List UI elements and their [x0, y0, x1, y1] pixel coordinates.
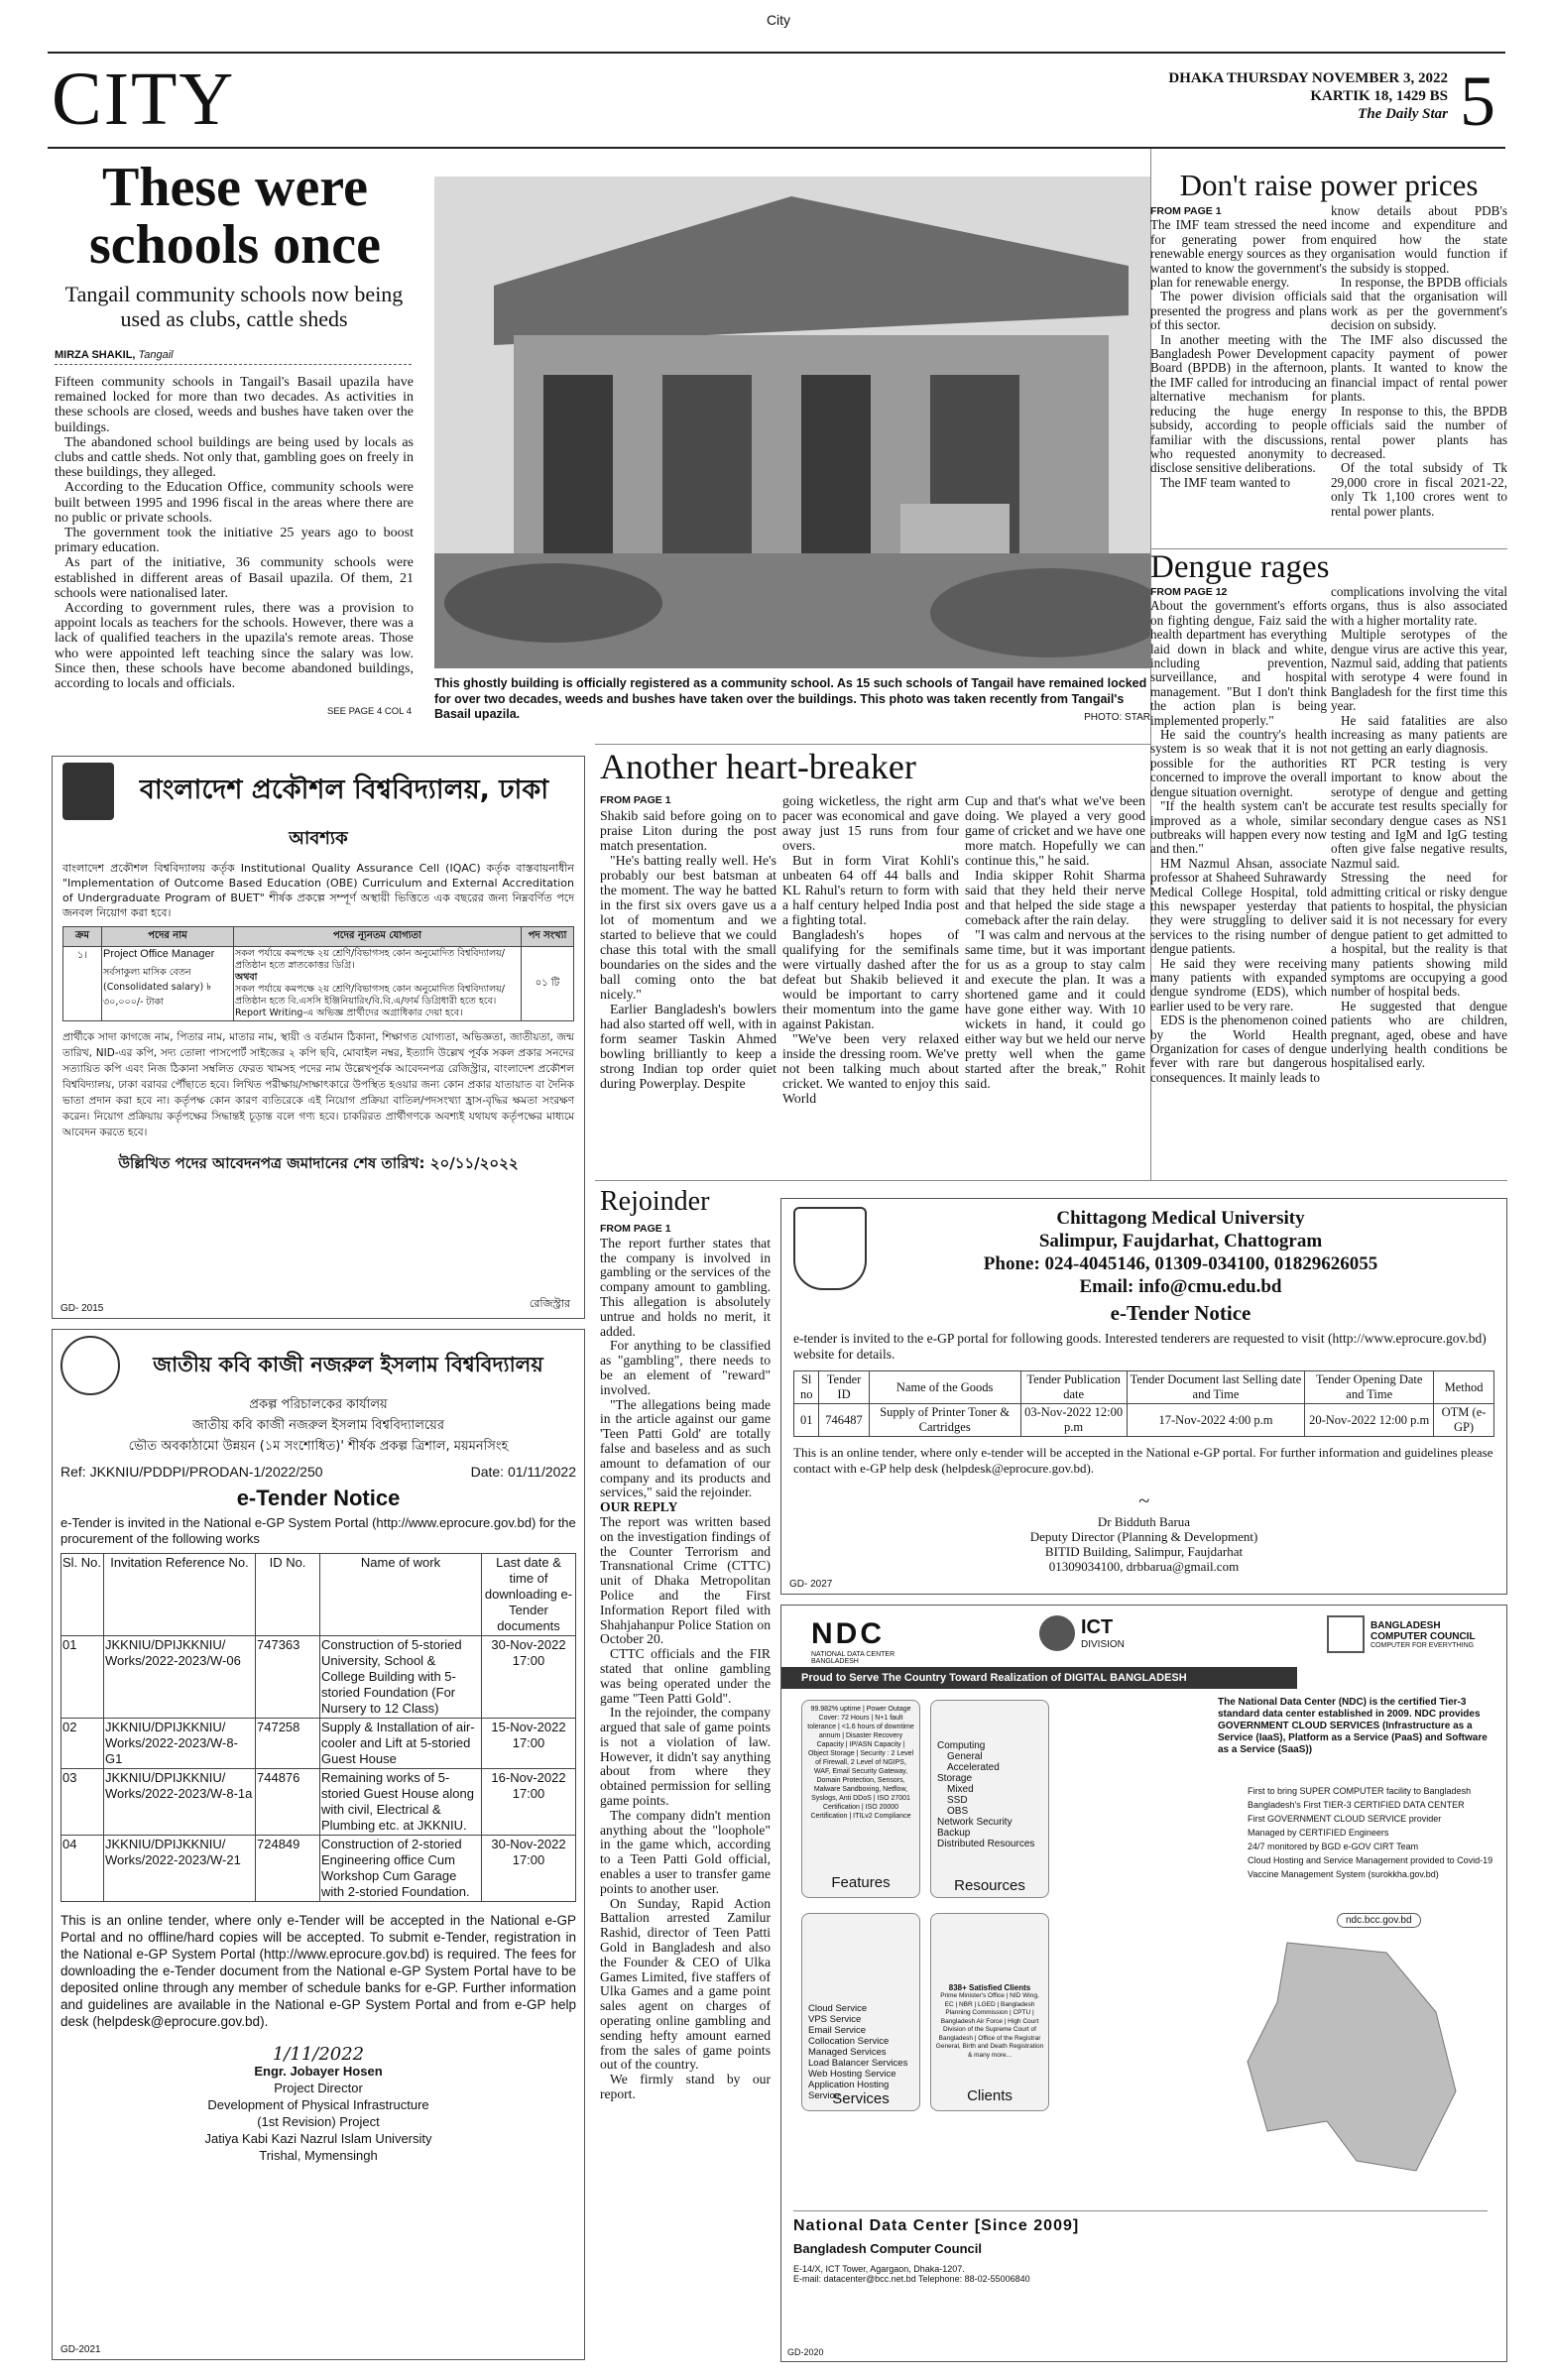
rejoinder-para: The report further states that the company is involved in gambling or the services of the company amount to gambling. This allegation is absolutely untrue and holds no merit, it added. [600, 1235, 771, 1339]
resource-item: Distributed Resources [937, 1839, 1035, 1849]
rejoinder-headline: Rejoinder [600, 1186, 710, 1217]
cell: Supply & Installation of air-cooler and Lift at 5-storied Guest House [320, 1719, 482, 1769]
cmu-sign-contact: 01309034100, drbbarua@gmail.com [1048, 1559, 1240, 1574]
cmu-logo-icon [793, 1207, 867, 1290]
cell: 746487 [819, 1404, 869, 1437]
resource-item: Mixed [947, 1784, 974, 1795]
lead-para: According to the Education Office, community schools were built between 1995 and 1996 fiscal in the areas where there are no public or private schools. [55, 480, 414, 526]
rejoinder-body [600, 1222, 771, 2362]
rejoinder-para: "The allegations being made in the article against our game 'Teen Patti Gold' are totally false and baseless and as such amount to defamation of our company and its products and services," said the rejoinder. [600, 1396, 771, 1500]
post-name: Project Office Manager [103, 948, 215, 960]
sig-name: Engr. Jobayer Hosen [254, 2064, 383, 2079]
cmu-intro: e-tender is invited to the e-GP portal for following goods. Interested tenderers are requested to visit (http://www.eprocure.gov.bd) website for details. [793, 1331, 1487, 1362]
cricket-col3 [965, 793, 1145, 1170]
cell: 30-Nov-2022 17:00 [482, 1836, 576, 1902]
jkkniu-gd: GD-2021 [60, 2344, 101, 2355]
ndc-ad [780, 1605, 1507, 2362]
col-count: পদ সংখ্যা [522, 927, 574, 947]
service-item: Application Hosting Service [808, 2080, 890, 2101]
cricket-col2 [782, 793, 959, 1170]
jkkniu-intro: e-Tender is invited in the National e-GP System Portal (http://www.eprocure.gov.bd) for the procurement of the following works [60, 1515, 576, 1546]
col-header: Tender Publication date [1020, 1371, 1127, 1404]
lead-para: As part of the initiative, 36 community schools were established in different areas of Basail upazila. Of them, 21 schools were nationalised later. [55, 555, 414, 601]
power-para: In response to this, the BPDB officials said the number of rental power plants has decreased. [1331, 403, 1507, 461]
cell: 01 [61, 1636, 104, 1719]
cell: 15-Nov-2022 17:00 [482, 1719, 576, 1769]
dengue-col1 [1150, 585, 1327, 1175]
cricket-para: Shakib said before going on to praise Liton during the post match presentation. [600, 808, 776, 853]
lead-para: Fifteen community schools in Tangail's Basail upazila have remained locked for more than two decades. As activities in these schools are closed, weeds and bushes have taken over the buildings. [55, 375, 414, 435]
kartik-date: KARTIK 18, 1429 BS [1310, 88, 1448, 104]
cell: JKKNIU/DPIJKKNIU/ Works/2022-2023/W-8-G1 [104, 1719, 256, 1769]
row-serial: ১। [63, 947, 102, 1021]
ndc-logo-sub: NATIONAL DATA CENTER BANGLADESH [811, 1651, 895, 1665]
service-item: Managed Services [808, 2047, 887, 2058]
cell: 30-Nov-2022 17:00 [482, 1636, 576, 1719]
resource-item: Storage [937, 1773, 973, 1784]
cricket-para: Cup and that's what we've been doing. We played a very good game of cricket and we have one more match. Hopefully we can continue this," he said. [965, 793, 1145, 868]
bcc-logo: BANGLADESH COMPUTER COUNCIL [1371, 1619, 1476, 1642]
buet-signatory: রেজিস্ট্রার [529, 1297, 570, 1310]
cmu-gd: GD- 2027 [789, 1579, 833, 1590]
ndc-url[interactable]: ndc.bcc.gov.bd [1337, 1913, 1421, 1928]
section-top-label: City [766, 12, 791, 28]
jkkniu-title: জাতীয় কবি কাজী নজরুল ইসলাম বিশ্ববিদ্যালয় [153, 1352, 543, 1376]
cell: 04 [61, 1836, 104, 1902]
dengue-para: RT PCR testing is very important to know about the serotype of dengue and getting accurate test results specially for secondary dengue cases as NS1 testing and IgM and IgG testing often give false negative results, Nazmul said. [1331, 755, 1507, 871]
qual-1: সকল পর্যায়ে কমপক্ষে ২য় শ্রেণি/বিভাগসহ কোন অনুমোদিত বিশ্ববিদ্যালয়/প্রতিষ্ঠান হতে স্নাতকোত্তর ডিগ্রি। [235, 948, 505, 971]
jkkniu-footer: This is an online tender, where only e-Tender will be accepted in the National e-GP Portal and no offline/hard copies will be accepted. To submit e-Tender, registration in the National e-GP System Portal (http://www.eprocure.gov.bd) is required. The fees for downloading the e-Tender document from the National e-GP System Portal have to be deposited online through any member of schedule banks for e-GP. Further information and guidelines are available in the National e-GP System Portal and from e-GP help desk (helpdesk@eprocure.gov.bd). [60, 1913, 576, 2029]
power-para: The IMF also discussed the capacity payment of power plants. It wanted to know the financial impact of rental power plants. [1331, 331, 1507, 405]
post-count: ০১ টি [522, 947, 574, 1021]
resource-item: Computing [937, 1740, 986, 1751]
clients-text: Prime Minister's Office | NID Wing, EC | NBR | LGED | Bangladesh Planning Commission | CPTU | Bangladesh Air Force | High Court Division of the Supreme Court of Bangladesh | Office of the Registrar General, Birth and Death Registration & many more... [935, 1992, 1044, 2059]
reply-para: In the rejoinder, the company argued that sale of game points is not a violation of law. However, it didn't say anything about from where they obtained permission for selling game points. [600, 1705, 771, 1809]
cell: 17-Nov-2022 4:00 p.m [1127, 1404, 1305, 1437]
dengue-para: Multiple serotypes of the dengue virus are active this year, Nazmul said, adding that patients with serotype 4 were found in Bangladesh for the first time this year. [1331, 627, 1507, 714]
cmu-sign-address: BITID Building, Salimpur, Faujdarhat [1044, 1544, 1244, 1559]
col-work: Name of work [320, 1554, 482, 1636]
lead-para: According to government rules, there was a provision to appoint locals as teachers for the schools. However, there was a lack of qualified teachers in the upazila's remote areas. Those who were appointed left teaching since the salary was low. Since then, these schools have become abandoned buildings, according to locals and officials. [55, 601, 414, 692]
resource-item: General [947, 1751, 983, 1762]
resource-item: OBS [947, 1806, 969, 1817]
cmu-email: Email: info@cmu.edu.bd [1079, 1276, 1282, 1297]
col-serial: ক্রম [63, 927, 102, 947]
clients-label: Clients [967, 2087, 1013, 2104]
cricket-para: "He's batting really well. He's probably our best batsman at the moment. The way he batted in the first six overs gave us a lot of momentum and we started to believe that we could chase this total with the small boundaries on the sides and the ball coming onto the bat nicely." [600, 853, 776, 1002]
dateline [1091, 69, 1448, 123]
lead-headline: These were schools once [89, 159, 381, 274]
resource-item: Network Security [937, 1817, 1013, 1828]
bangladesh-map [1208, 1933, 1495, 2191]
cell: OTM (e-GP) [1434, 1404, 1494, 1437]
power-para: The IMF team wanted to [1160, 474, 1291, 490]
sig-line: Project Director [274, 2081, 363, 2095]
resource-item: SSD [947, 1795, 968, 1806]
dengue-para: He said fatalities are also increasing as many patients are not getting an early diagnosis. [1331, 712, 1507, 757]
bullet-item: Cloud Hosting and Service Management provided to Covid-19 Vaccine Management System (surokkha.gov.bd) [1248, 1855, 1493, 1879]
col-header: Sl no [794, 1371, 819, 1404]
page-number: 5 [1460, 61, 1495, 141]
resources-card [930, 1700, 1049, 1898]
photo-credit: PHOTO: STAR [1084, 712, 1150, 723]
lead-photo [434, 177, 1150, 668]
jkkniu-notice: e-Tender Notice [236, 1486, 401, 1510]
section-title: CITY [52, 60, 236, 139]
features-card [801, 1700, 920, 1898]
service-item: Cloud Service [808, 2003, 868, 2014]
jkkniu-table [60, 1553, 576, 1902]
cmu-phone: Phone: 024-4045146, 01309-034100, 01829626055 [983, 1253, 1378, 1274]
cricket-para: Bangladesh's hopes of qualifying for the semifinals were virtually dashed after the defeat but Shakib believed it would be important to carry their momentum into the game against Pakistan. [782, 927, 959, 1031]
ict-logo: ICT [1081, 1616, 1114, 1638]
cricket-para: going wicketless, the right arm pacer was economical and gave away just 15 runs from four overs. [782, 793, 959, 853]
cricket-col1 [600, 793, 776, 1170]
jkkniu-logo-icon [60, 1336, 120, 1395]
service-item: Web Hosting Service [808, 2069, 896, 2080]
col-qualification: পদের ন্যূনতম যোগ্যতা [234, 927, 522, 947]
reply-para: On Sunday, Rapid Action Battalion arrested Zamilur Rashid, director of Teen Patti Gold in Bangladesh and also the Founder & CEO of Ulka Games Limited, five staffers of Ulka Games and a game point sales agent on charges of operating online gambling and sending hefty amount earned from the sales of game points out of the country. [600, 1895, 771, 2073]
features-text: 99.982% uptime | Power Outage Cover: 72 Hours | N+1 fault tolerance | <1.6 hours of downtime annum | Disaster Recovery Capacity | IP/ASN Capacity | Object Storage | Security : 2 Level of Firewall, 2 Level of NGIPS, WAF, Email Security Gateway, Domain Protection, Sensors, Malware Sandboxing, Netflow, Syslogs, Anti DDoS | ISO 27001 Certification | ISO 20000 Certification | ITILv2 Compliance [807, 1706, 914, 1820]
cricket-para: Earlier Bangladesh's bowlers had also started off well, with in form seamer Taskin Ahmed bowling brilliantly to keep a strong Indian top order quiet during Powerplay. Despite [600, 1002, 776, 1091]
cell: 20-Nov-2022 12:00 p.m [1305, 1404, 1434, 1437]
reply-para: CTTC officials and the FIR stated that online gambling was being operated under the game "Teen Patti Gold". [600, 1646, 771, 1706]
power-para: In response, the BPDB officials said that the organisation will work as per the government's decision on subsidy. [1331, 275, 1507, 333]
masthead-small: The Daily Star [1358, 106, 1448, 122]
buet-body: প্রার্থীকে সাদা কাগজে নাম, পিতার নাম, মাতার নাম, স্থায়ী ও বর্তমান ঠিকানা, শিক্ষাগত যোগ্যতা, অভিজ্ঞতা, জাতীয়তা, জন্ম তারিখ, NID-এর কপি, সদ্য তোলা পাসপোর্ট সাইজের ২ কপি ছবি, মোবাইল নম্বর, ইত্যাদি উল্লেখ পূর্বক সকল প্রকার সনদের সত্যায়িত কপি এবং নিজ ঠিকানা সম্বলিত ফেরত খামসহ পদের নাম উল্লেখপূর্বক আবেদনপত্র রেজিস্ট্রার, বাংলাদেশ প্রকৌশল বিশ্ববিদ্যালয়, ঢাকা বরাবর পৌঁছাতে হবে। লিখিত পরীক্ষায়/সাক্ষাৎকারে উপস্থিত হওয়ার জন্য কোন প্রকার যাতায়াত বা দৈনিক ভাতা প্রদান করা হবে না। কর্তৃপক্ষ কোন কারণ ব্যতিরেকে এই নিয়োগ প্রক্রিয়া বাতিল/পদসংখ্যা হ্রাস-বৃদ্ধির ক্ষমতা সংরক্ষণ করেন। নিয়োগ প্রক্রিয়ায় কর্তৃপক্ষের সিদ্ধান্তই চূড়ান্ত বলে গণ্য হবে। চাকরিরত প্রার্থীগণকে অবশ্যই যথাযথ কর্তৃপক্ষের মাধ্যমে আবেদন করতে হবে। [62, 1031, 574, 1138]
cell: 744876 [256, 1769, 320, 1836]
dengue-para: complications involving the vital organs, thus is also associated with a higher mortality rate. [1331, 585, 1507, 628]
ndc-about: The National Data Center (NDC) is the certified Tier-3 standard data center established in 2009. NDC provides GOVERNMENT CLOUD SERVICES (Infrastructure as a Service (IaaS), Platform as a Service (PaaS) and Software as a Service (SaaS)) [1218, 1697, 1488, 1755]
col-header: Tender ID [819, 1371, 869, 1404]
our-reply-heading: OUR REPLY [600, 1499, 678, 1515]
services-card [801, 1913, 920, 2111]
post-salary: সর্বসাকুল্য মাসিক বেতন (Consolidated salary) ৳ ৩০,০০০/- টাকা [103, 967, 211, 1008]
clients-heading: 838+ Satisfied Clients [948, 1983, 1031, 1992]
from-page: FROM PAGE 1 [600, 794, 671, 806]
lead-para: The government took the initiative 25 years ago to boost primary education. [55, 526, 414, 556]
buet-gd: GD- 2015 [60, 1303, 104, 1314]
resources-label: Resources [954, 1877, 1025, 1894]
cell: 724849 [256, 1836, 320, 1902]
table-row [61, 1636, 576, 1719]
ndc-gd: GD-2020 [787, 2347, 824, 2357]
sig-line: Trishal, Mymensingh [259, 2148, 378, 2163]
date: DHAKA THURSDAY NOVEMBER 3, 2022 [1168, 70, 1448, 86]
cell: Construction of 2-storied Engineering office Cum Workshop Cum Garage with 2-storied Foundation. [320, 1836, 482, 1902]
power-headline: Don't raise power prices [1179, 169, 1479, 202]
cmu-sign-name: Dr Bidduth Barua [1097, 1514, 1191, 1529]
dengue-para: He suggested that dengue patients who are children, pregnant, aged, obese and have underlying health conditions be hospitalised early. [1331, 998, 1507, 1071]
jkkniu-line2: জাতীয় কবি কাজী নজরুল ইসলাম বিশ্ববিদ্যালয়ের [192, 1418, 444, 1433]
cell: JKKNIU/DPIJKKNIU/ Works/2022-2023/W-06 [104, 1636, 256, 1719]
features-label: Features [831, 1874, 891, 1891]
cell: JKKNIU/DPIJKKNIU/ Works/2022-2023/W-8-1a [104, 1769, 256, 1836]
buet-table [62, 926, 574, 1021]
cricket-para: "We've been very relaxed inside the dressing room. We've not been talking much about cricket. We wanted to enjoy this World [782, 1031, 959, 1106]
col-deadline: Last date & time of downloading e-Tender documents [482, 1554, 576, 1636]
byline-location: Tangail [138, 349, 174, 361]
cell: 03-Nov-2022 12:00 p.m [1020, 1404, 1127, 1437]
bullet-item: 24/7 monitored by BGD e-GOV CIRT Team [1248, 1842, 1419, 1851]
byline [55, 349, 412, 365]
col-header: Method [1434, 1371, 1494, 1404]
cmu-signature-icon: ~ [1138, 1490, 1149, 1512]
cell: 16-Nov-2022 17:00 [482, 1769, 576, 1836]
service-item: Load Balancer Services [808, 2058, 908, 2069]
lead-para: The abandoned school buildings are being used by locals as clubs and cattle sheds. Not only that, gambling goes on freely in these buildings, they alleged. [55, 434, 414, 481]
resource-item: Backup [937, 1828, 971, 1839]
cricket-headline: Another heart-breaker [600, 747, 916, 786]
service-item: VPS Service [808, 2014, 862, 2025]
cmu-footer: This is an online tender, where only e-tender will be accepted in the National e-GP portal. For further information and guidelines please contact with e-GP help desk (helpdesk@eprocure.gov.bd). [793, 1445, 1493, 1476]
dengue-para: "If the health system can't be improved as a whole, similar outbreaks will happen every now and then." [1150, 798, 1327, 857]
cell: Construction of 5-storied University, School & College Building with 5-storied Foundation (For Nursery to 12 Class) [320, 1636, 482, 1719]
col-header: Name of the Goods [869, 1371, 1020, 1404]
cell: 747363 [256, 1636, 320, 1719]
ndc-footer-title: National Data Center [Since 2009] [793, 2217, 1080, 2234]
see-page-link[interactable]: SEE PAGE 4 COL 4 [326, 706, 412, 717]
cmu-address: Salimpur, Faujdarhat, Chattogram [1038, 1231, 1323, 1251]
byline-name: MIRZA SHAKIL, [55, 349, 136, 361]
caption-text: This ghostly building is officially registered as a community school. As 15 such schools of Tangail have remained locked for over two decades, weeds and bushes have taken over the buildings. This photo was taken recently from Tangail's Basail upazila. [434, 676, 1147, 721]
sig-line: Development of Physical Infrastructure [207, 2097, 429, 2112]
photo-caption [434, 676, 1150, 726]
dengue-headline: Dengue rages [1150, 549, 1330, 585]
ict-emblem-icon [1039, 1615, 1075, 1651]
ndc-logo: NDC [811, 1617, 885, 1650]
from-page: FROM PAGE 1 [1150, 205, 1222, 217]
clients-card [930, 1913, 1049, 2111]
jkkniu-line1: প্রকল্প পরিচালকের কার্যালয় [249, 1397, 388, 1412]
qual-or: অথবা [235, 972, 258, 983]
ict-logo-sub: DIVISION [1081, 1639, 1125, 1650]
power-para: know details about PDB's income and expenditure and enquired how the state organisation would function if the subsidy is stopped. [1331, 204, 1507, 276]
ndc-footer-contact: E-mail: datacenter@bcc.net.bd Telephone: 88-02-55006840 [793, 2274, 1030, 2284]
jkkniu-date: Date: 01/11/2022 [470, 1464, 576, 1480]
cmu-notice: e-Tender Notice [1110, 1301, 1252, 1325]
jkkniu-line3: ভৌত অবকাঠামো উন্নয়ন (১ম সংশোধিত)' শীর্ষক প্রকল্প ত্রিশাল, ময়মনসিংহ [128, 1439, 509, 1454]
table-row [794, 1404, 1494, 1437]
service-item: Collocation Service [808, 2036, 890, 2047]
col-post: পদের নাম [102, 927, 234, 947]
sig-line: (1st Revision) Project [257, 2114, 380, 2129]
table-row [61, 1769, 576, 1836]
cell: 02 [61, 1719, 104, 1769]
cell: 01 [794, 1404, 819, 1437]
dengue-para: He said the country's health system is so weak that it is not possible for the authorities concerned to improve the overall dengue situation overnight. [1150, 727, 1327, 799]
buet-ad [52, 756, 585, 1319]
cell: 747258 [256, 1719, 320, 1769]
map-icon [1208, 1933, 1495, 2191]
ndc-footer-address: E-14/X, ICT Tower, Agargaon, Dhaka-1207. [793, 2264, 965, 2274]
table-row [61, 1836, 576, 1902]
power-col1 [1150, 204, 1327, 546]
power-col2 [1331, 204, 1507, 546]
bcc-logo-icon [1327, 1615, 1365, 1653]
ndc-footer-org: Bangladesh Computer Council [793, 2241, 982, 2256]
lead-body [55, 375, 414, 706]
cell: Remaining works of 5-storied Guest House along with civil, Electrical & Plumbing etc. at JKKNIU. [320, 1769, 482, 1836]
bullet-item: Managed by CERTIFIED Engineers [1248, 1828, 1389, 1838]
bullet-item: First GOVERNMENT CLOUD SERVICE provider [1248, 1814, 1442, 1824]
dengue-para: HM Nazmul Ahsan, associate professor at Shaheed Suhrawardy Medical College Hospital, told this newspaper yesterday that they were struggling to deliver services to the rising number of dengue patients. [1150, 855, 1327, 957]
cell: JKKNIU/DPIJKKNIU/ Works/2022-2023/W-21 [104, 1836, 256, 1902]
dengue-col2 [1331, 585, 1507, 1175]
buet-deadline: উল্লিখিত পদের আবেদনপত্র জমাদানের শেষ তারিখ: ২০/১১/২০২২ [118, 1154, 519, 1172]
rejoinder-para: For anything to be classified as "gambling", there needs to be an element of "reward" involved. [600, 1338, 771, 1397]
cmu-name: Chittagong Medical University [1056, 1208, 1305, 1229]
school-building-image [434, 177, 1150, 668]
from-page: FROM PAGE 12 [1150, 586, 1228, 598]
cricket-para: "I was calm and nervous at the same time, but it was important for us as a group to stay calm and execute the plan. It was a shortened game and it could have gone either way. With 10 wickets in hand, it could go either way but we held our nerve pretty well when the game started after the break," Rohit said. [965, 927, 1145, 1091]
bullet-item: First to bring SUPER COMPUTER facility to Bangladesh [1248, 1786, 1472, 1796]
buet-intro: বাংলাদেশ প্রকৌশল বিশ্ববিদ্যালয় কর্তৃক Institutional Quality Assurance Cell (IQAC) কর্তৃক বাস্তবায়নাধীন "Implementation of Outcome Based Education (OBE) Curriculum and External Accreditation of Undergraduate Program of BUET" শীর্ষক প্রকল্পে সম্পূর্ণ অস্থায়ী ভিত্তিতে এক বছরের জন্য নিম্নবর্ণিত পদে জনবল নিয়োগ করা হবে। [62, 862, 574, 919]
dengue-para: EDS is the phenomenon coined by the World Health Organization for cases of dengue fever with rare but dangerous consequences. It mainly leads to [1150, 1012, 1327, 1085]
resource-item: Accelerated [947, 1762, 1000, 1773]
dengue-para: He said they were receiving many patients with expanded dengue syndrome (EDS), which earlier used to be very rare. [1150, 955, 1327, 1013]
col-id: ID No. [256, 1554, 320, 1636]
cmu-table [793, 1370, 1494, 1437]
jkkniu-ad [52, 1329, 585, 2360]
col-header: Tender Opening Date and Time [1305, 1371, 1434, 1404]
reply-para: The report was written based on the investigation findings of the Counter Terrorism and Transnational Crime (CTTC) unit of Dhaka Metropolitan Police and the First Information Report filed with Shahjahanpur Police Station on October 20. [600, 1513, 771, 1647]
power-para: Of the total subsidy of Tk 29,000 crore in fiscal 2021-22, only Tk 1,100 crores went to rental power plants. [1331, 460, 1507, 519]
ndc-bullets [1248, 1784, 1495, 1881]
cmu-ad [780, 1198, 1507, 1595]
col-header: Tender Document last Selling date and Time [1127, 1371, 1305, 1404]
table-row [61, 1719, 576, 1769]
reply-para: The company didn't mention anything about the "loophole" in the game which, according to a Teen Patti Gold official, enables a user to transfer game points to another user. [600, 1807, 771, 1896]
reply-para: We firmly stand by our report. [600, 2072, 771, 2102]
dengue-para: About the government's efforts on fighting dengue, Faiz said the health department has everything laid down in black and white, including prevention, surveillance, and hospital management. "But I don't think the action plan is being implemented properly." [1150, 598, 1327, 728]
from-page: FROM PAGE 1 [600, 1223, 671, 1235]
bcc-logo-sub: COMPUTER FOR EVERYTHING [1371, 1641, 1475, 1649]
col-sl: Sl. No. [61, 1554, 104, 1636]
dengue-para: Stressing the need for admitting critical or risky dengue patients to hospital, the physician said it is not necessary for every dengue patient to get admitted to a hospital, but the reality is that many patients showing mild symptoms are occupying a good number of hospital beds. [1331, 870, 1507, 1000]
buet-logo-icon [62, 763, 114, 820]
ndc-banner: Proud to Serve The Country Toward Realization of DIGITAL BANGLADESH [781, 1667, 1297, 1689]
cell: 03 [61, 1769, 104, 1836]
sig-line: Jatiya Kabi Kazi Nazrul Islam University [204, 2131, 432, 2146]
cricket-para: But in form Virat Kohli's unbeaten 64 off 44 balls and KL Rahul's return to form with a half century helped India post a fighting total. [782, 853, 959, 927]
cell: Supply of Printer Toner & Cartridges [869, 1404, 1020, 1437]
qual-2: সকল পর্যায়ে কমপক্ষে ২য় শ্রেণি/বিভাগসহ কোন অনুমোদিত বিশ্ববিদ্যালয়/প্রতিষ্ঠান হতে বি.এসসি ইঞ্জিনিয়ারিং/বি.বি.এ/ফার্ম ডিগ্রিধারী হতে হবে। [235, 984, 505, 1007]
lead-subhead: Tangail community schools now being used as clubs, cattle sheds [64, 282, 404, 331]
col-ref: Invitation Reference No. [104, 1554, 256, 1636]
qual-3: Report Writing-এ অভিজ্ঞ প্রার্থীদের অগ্রাধিকার দেয়া হবে। [235, 1008, 463, 1018]
cmu-sign-title: Deputy Director (Planning & Development) [1029, 1529, 1258, 1544]
power-para: In another meeting with the Bangladesh Power Development Board (BPDB) in the afternoon, the IMF called for introducing an alternative mechanism for reducing the huge energy subsidy, according to people familiar with the discussions, who requested anonymity to disclose sensitive deliberations. [1150, 331, 1327, 476]
services-label: Services [832, 2090, 890, 2107]
jkkniu-ref: Ref: JKKNIU/PDDPI/PRODAN-1/2022/250 [60, 1464, 323, 1480]
power-para: The power division officials presented the progress and plans of this sector. [1150, 289, 1327, 333]
bullet-item: Bangladesh's First TIER-3 CERTIFIED DATA CENTER [1248, 1800, 1465, 1810]
power-para: The IMF team stressed the need for generating power from renewable energy sources as they wanted to know the government's plan for renewable energy. [1150, 217, 1327, 291]
buet-title: বাংলাদেশ প্রকৌশল বিশ্ববিদ্যালয়, ঢাকা [139, 774, 549, 805]
signature: 1/11/2022 [272, 2044, 365, 2065]
buet-subtitle: আবশ্যক [289, 828, 348, 849]
cricket-para: India skipper Rohit Sharma said that they held their nerve and that helped the side stage a comeback after the rain delay. [965, 868, 1145, 927]
service-item: Email Service [808, 2025, 867, 2036]
